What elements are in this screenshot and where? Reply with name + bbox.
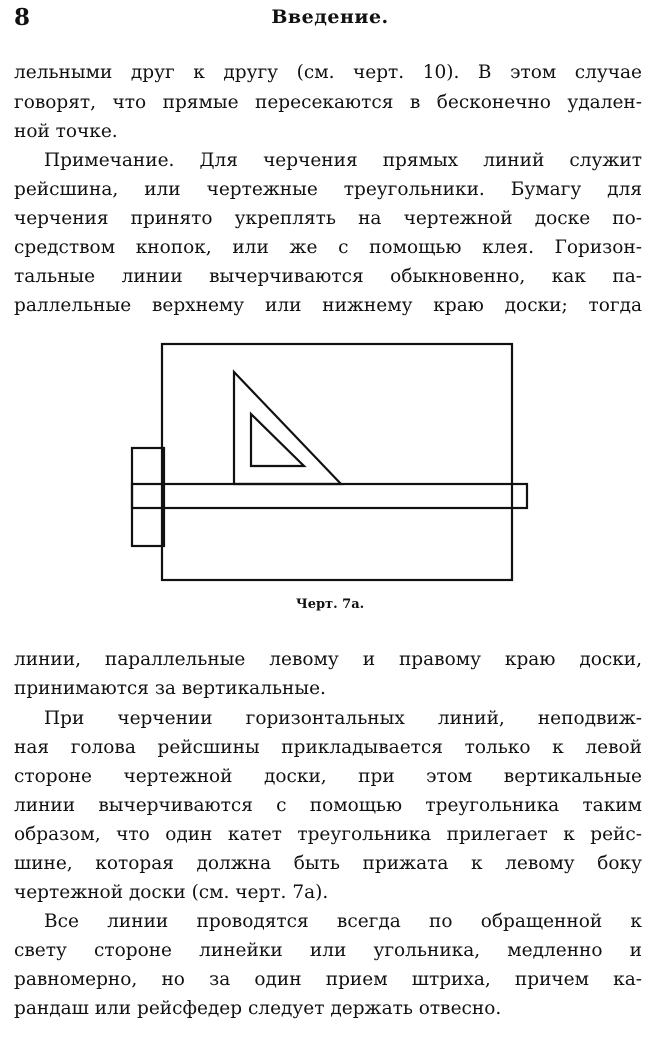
paragraph-2-line-6: раллельные верхнему или нижнему краю доски; тогда xyxy=(14,295,642,316)
drawing-board xyxy=(162,344,512,580)
paragraph-5-line-2: свету стороне линейки или угольника, медленно и xyxy=(14,940,642,961)
page-number: 8 xyxy=(14,4,31,31)
running-head: Введение. xyxy=(271,6,389,28)
set-square-inner xyxy=(251,414,304,466)
figure-7a xyxy=(120,336,540,596)
paragraph-2-line-3: черчения принято укреплять на чертежной доске по- xyxy=(14,208,642,229)
t-square-head xyxy=(132,448,164,546)
t-square-blade xyxy=(132,484,527,508)
figure-caption: Черт. 7а. xyxy=(295,597,365,612)
paragraph-1-line-2: говорят, что прямые пересекаются в бесконечно удален- xyxy=(14,92,642,113)
paragraph-3-line-2: принимаются за вертикальные. xyxy=(14,678,326,699)
paragraph-4-line-3: стороне чертежной доски, при этом вертикальные xyxy=(14,766,642,787)
paragraph-4-line-1: При черчении горизонтальных линий, неподвиж- xyxy=(44,708,642,729)
paragraph-2-line-4: средством кнопок, или же с помощью клея. Горизон- xyxy=(14,237,642,258)
paragraph-4-line-7: чертежной доски (см. черт. 7а). xyxy=(14,882,329,903)
paragraph-2-line-2: рейсшина, или чертежные треугольники. Бумагу для xyxy=(14,179,642,200)
paragraph-2-line-5: тальные линии вычерчиваются обыкновенно, как па- xyxy=(14,266,642,287)
paragraph-4-line-4: линии вычерчиваются с помощью треугольника таким xyxy=(14,795,642,816)
paragraph-5-line-3: равномерно, но за один прием штриха, причем ка- xyxy=(14,969,642,990)
paragraph-3-line-1: линии, параллельные левому и правому краю доски, xyxy=(14,649,642,670)
paragraph-2-line-1: Примечание. Для черчения прямых линий служит xyxy=(44,150,642,171)
paragraph-1-line-1: лельными друг к другу (см. черт. 10). В этом случае xyxy=(14,62,642,83)
paragraph-4-line-2: ная голова рейсшины прикладывается только к левой xyxy=(14,737,642,758)
paragraph-4-line-6: шине, которая должна быть прижата к левому боку xyxy=(14,853,642,874)
paragraph-4-line-5: образом, что один катет треугольника прилегает к рейс- xyxy=(14,824,642,845)
paragraph-1-line-3: ной точке. xyxy=(14,121,118,142)
paragraph-5-line-4: рандаш или рейсфедер следует держать отвесно. xyxy=(14,998,502,1019)
paragraph-5-line-1: Все линии проводятся всегда по обращенной к xyxy=(44,911,642,932)
